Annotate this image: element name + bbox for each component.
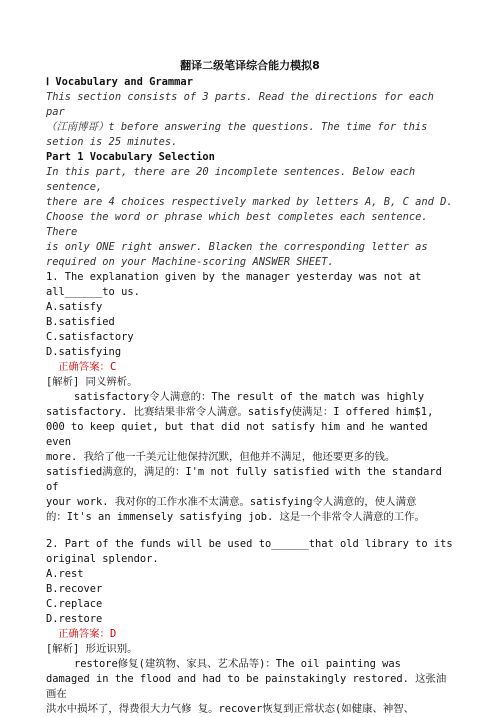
intro-line: This section consists of 3 parts. Read the directions for each par <box>46 91 434 118</box>
analysis-line: satisfactory令人满意的：The result of the match was highly <box>74 391 425 403</box>
analysis-line: more. 我给了他一千美元让他保持沉默，但他并不满足，他还要更多的钱。 <box>46 451 396 463</box>
analysis-label: [解析] 同义辨析。 <box>46 376 138 388</box>
option-d: D.restore <box>46 613 103 625</box>
directions-line: there are 4 choices respectively marked by letters A, B, C and D. <box>46 196 453 208</box>
question-1 <box>46 270 454 525</box>
option-d: D.satisfying <box>46 346 122 358</box>
question-stem: 2. Part of the funds will be used to______that old library to its <box>46 538 453 550</box>
option-a: A.rest <box>46 568 84 580</box>
correct-answer: 正确答案：D <box>58 628 117 640</box>
question-2 <box>46 537 454 717</box>
analysis-line: damaged in the flood and had to be painstakingly restored. 这张油画在 <box>46 673 447 700</box>
intro-line: （江南博哥）t before answering the questions. The time for this <box>46 121 428 133</box>
directions-line: is only ONE right answer. Blacken the corresponding letter as <box>46 241 428 253</box>
option-c: C.replace <box>46 598 103 610</box>
question-stem: all______to us. <box>46 286 140 298</box>
intro-line: setion is 25 minutes. <box>46 136 178 148</box>
directions-line: In this part, there are 20 incomplete sentences. Below each sentence, <box>46 166 416 193</box>
analysis-line: 洪水中损坏了，得费很大力气修 复。recover恢复到正常状态(如健康、神智、 <box>46 703 415 715</box>
directions-line: required on your Machine-scoring ANSWER SHEET. <box>46 256 334 268</box>
option-a: A.satisfy <box>46 301 103 313</box>
question-stem: 1. The explanation given by the manager yesterday was not at <box>46 271 422 283</box>
document-title: 翻译二级笔译综合能力模拟8 <box>180 59 320 72</box>
option-b: B.recover <box>46 583 103 595</box>
analysis-line: your work. 我对你的工作水准不太满意。satisfying令人满意的，使人满意 <box>46 496 417 508</box>
analysis-line: satisfactory. 比赛结果非常令人满意。satisfy使满足：I offered him$1, <box>46 406 434 418</box>
analysis-line: 000 to keep quiet, but that did not satisfy him and he wanted even <box>46 421 428 448</box>
directions-line: Choose the word or phrase which best completes each sentence. There <box>46 211 428 238</box>
analysis-line: satisfied满意的，满足的：I'm not fully satisfied with the standard of <box>46 466 442 493</box>
correct-answer: 正确答案：C <box>58 361 117 373</box>
spacer <box>46 525 454 537</box>
part1-heading: Part 1 Vocabulary Selection <box>46 151 215 163</box>
analysis-line: restore修复(建筑物、家具、艺术品等)：The oil painting was <box>74 658 401 670</box>
analysis-line: 的：It's an immensely satisfying job. 这是一个非常令人满意的工作。 <box>46 511 425 523</box>
section-heading: Ⅰ Vocabulary and Grammar <box>46 76 193 88</box>
option-b: B.satisfied <box>46 316 115 328</box>
question-stem: original splendor. <box>46 553 159 565</box>
option-c: C.satisfactory <box>46 331 134 343</box>
analysis-label: [解析] 形近识别。 <box>46 643 138 655</box>
